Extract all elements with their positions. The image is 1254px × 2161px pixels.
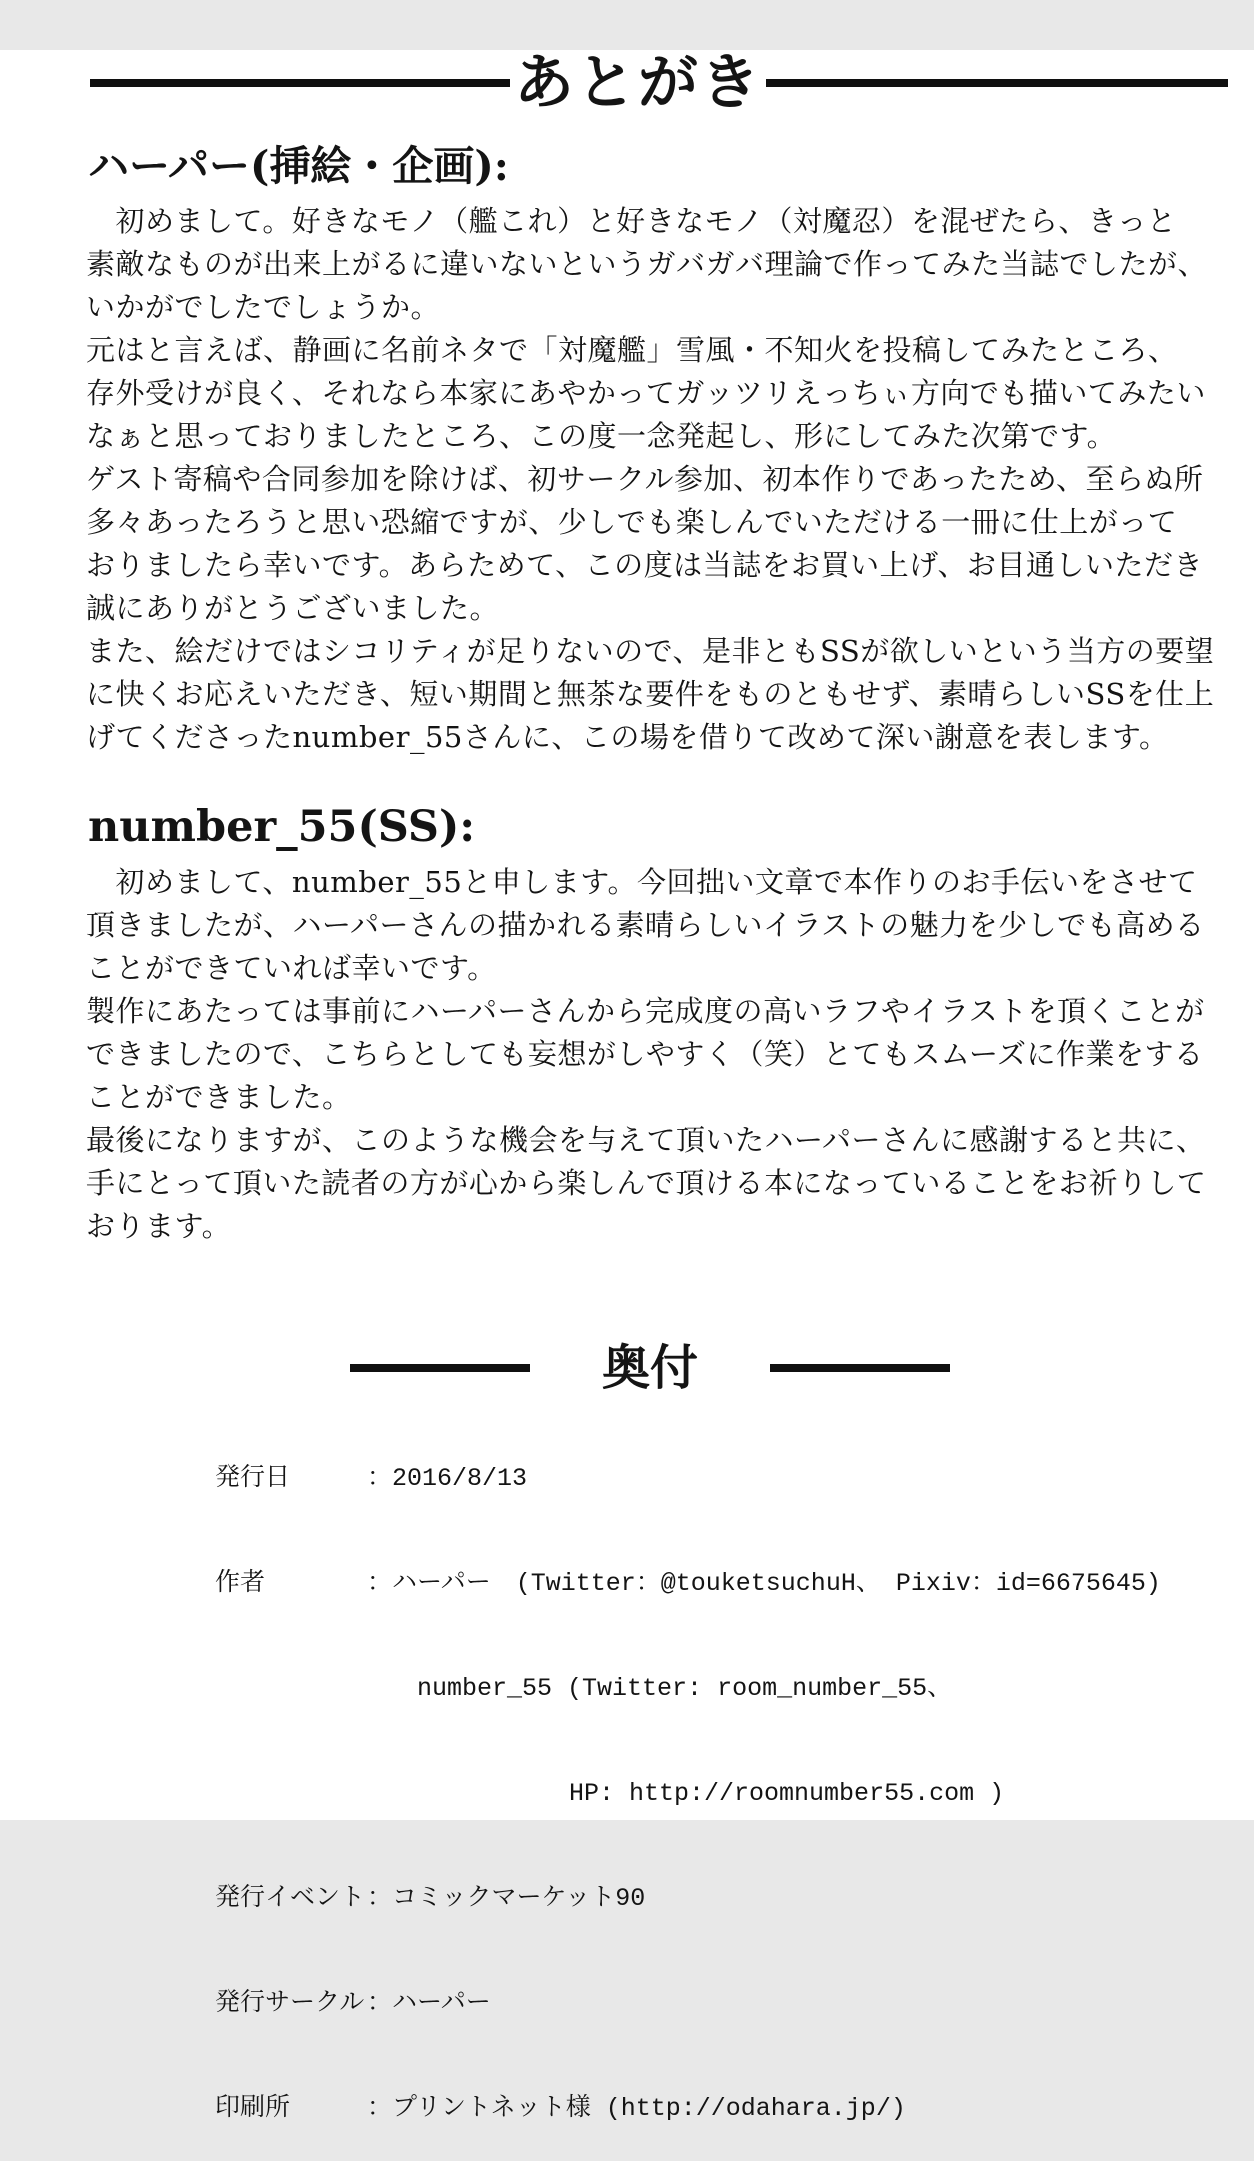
title-rule-right [766, 79, 1228, 87]
body-line: また、絵だけではシコリティが足りないので、是非ともSSが欲しいという当方の要望 [86, 634, 1215, 668]
colophon-label: 発行サークル [215, 1989, 365, 2018]
body-line: おります。 [86, 1209, 232, 1243]
colophon-row-publish-date [125, 1426, 1214, 1531]
colophon-label: 発行イベント [215, 1884, 366, 1913]
body-line: おりましたら幸いです。あらためて、この度は当誌をお買い上げ、お目通しいただき [86, 548, 1203, 582]
body-line: に快くお応えいただき、短い期間と無茶な要件をものともせず、素晴らしいSSを仕上 [86, 677, 1215, 711]
colophon-label: 発行日 [215, 1464, 291, 1493]
section-number55-body [86, 861, 1214, 1248]
colophon-row-authors [125, 1531, 1214, 1636]
colophon-row-author2-hp [125, 1741, 1214, 1846]
body-line: 製作にあたっては事前にハーパーさんから完成度の高いラフやイラストを頂くことが [86, 994, 1205, 1028]
section-heading-number55: number_55(SS): [88, 802, 476, 852]
body-line: 素敵なものが出来上がるに違いないというガバガバ理論で作ってみた当誌でしたが、 [86, 247, 1208, 281]
body-line: 元はと言えば、静画に名前ネタで「対魔艦」雪風・不知火を投稿してみたところ、 [86, 333, 1178, 367]
colophon-title: 奥付 [601, 1340, 698, 1396]
body-line: 最後になりますが、このような機会を与えて頂いたハーパーさんに感謝すると共に、 [86, 1123, 1206, 1157]
colophon-value: ：プリントネット様 (http://odahara.jp/) [367, 2094, 906, 2123]
body-line: 多々あったろうと思い恐縮ですが、少しでも楽しんでいただける一冊に仕上がって [86, 505, 1178, 539]
body-line: 初めまして。好きなモノ（艦これ）と好きなモノ（対魔忍）を混ぜたら、きっと [86, 204, 1177, 238]
title-rule-left [90, 79, 510, 87]
body-line: 手にとって頂いた読者の方が心から楽しんで頂ける本になっていることをお祈りして [86, 1166, 1207, 1200]
body-line: 誠にありがとうございました。 [86, 591, 500, 625]
section-harper [0, 142, 1254, 759]
body-line: できましたので、こちらとしても妄想がしやすく（笑）とてもスムーズに作業をする [86, 1037, 1204, 1071]
colophon-row-printer [125, 2056, 1214, 2161]
colophon-row-circle [125, 1951, 1214, 2056]
section-harper-body [86, 200, 1214, 759]
colophon [125, 1426, 1214, 2161]
colophon-value: ：ハーパー [367, 1989, 491, 2018]
colophon-label: 作者 [215, 1569, 266, 1598]
body-line: いかがでしたでしょうか。 [86, 290, 441, 324]
colophon-value: ：2016/8/13 [367, 1464, 528, 1493]
body-line: げてくださったnumber_55さんに、この場を借りて改めて深い謝意を表します。 [86, 720, 1169, 754]
colophon-row-event [125, 1846, 1214, 1951]
body-line: ゲスト寄稿や合同参加を除けば、初サークル参加、初本作りであったため、至らぬ所 [86, 462, 1204, 496]
colophon-value: ：ハーパー (Twitter：@touketsuchuH、 Pixiv：id=6675645) [367, 1569, 1161, 1598]
page-title-row [90, 50, 1228, 116]
body-line: ことができました。 [86, 1080, 352, 1114]
body-line: 存外受けが良く、それなら本家にあやかってガッツリえっちぃ方向でも描いてみたい [86, 376, 1206, 410]
colophon-value: number_55 (Twitter: room_number_55、 [417, 1674, 953, 1703]
colophon-row-author2 [125, 1636, 1214, 1741]
colophon-rule-right [770, 1364, 950, 1372]
body-line: なぁと思っておりましたところ、この度一念発起し、形にしてみた次第です。 [86, 419, 1117, 453]
afterword-page [0, 48, 1254, 2123]
colophon-value: HP: http://roomnumber55.com ) [569, 1779, 1005, 1808]
colophon-label: 印刷所 [215, 2094, 291, 2123]
body-line: ことができていれば幸いです。 [86, 951, 497, 985]
colophon-value: ：コミックマーケット90 [367, 1884, 646, 1913]
page-title: あとがき [514, 48, 762, 118]
body-line: 頂きましたが、ハーパーさんの描かれる素晴らしいイラストの魅力を少しでも高める [86, 908, 1205, 942]
section-heading-harper: ハーパー(挿絵・企画): [88, 142, 509, 190]
colophon-rule-left [350, 1364, 530, 1372]
colophon-title-row [0, 1340, 1254, 1396]
body-line: 初めまして、number_55と申します。今回拙い文章で本作りのお手伝いをさせて [86, 865, 1198, 899]
section-number55 [0, 803, 1254, 1248]
